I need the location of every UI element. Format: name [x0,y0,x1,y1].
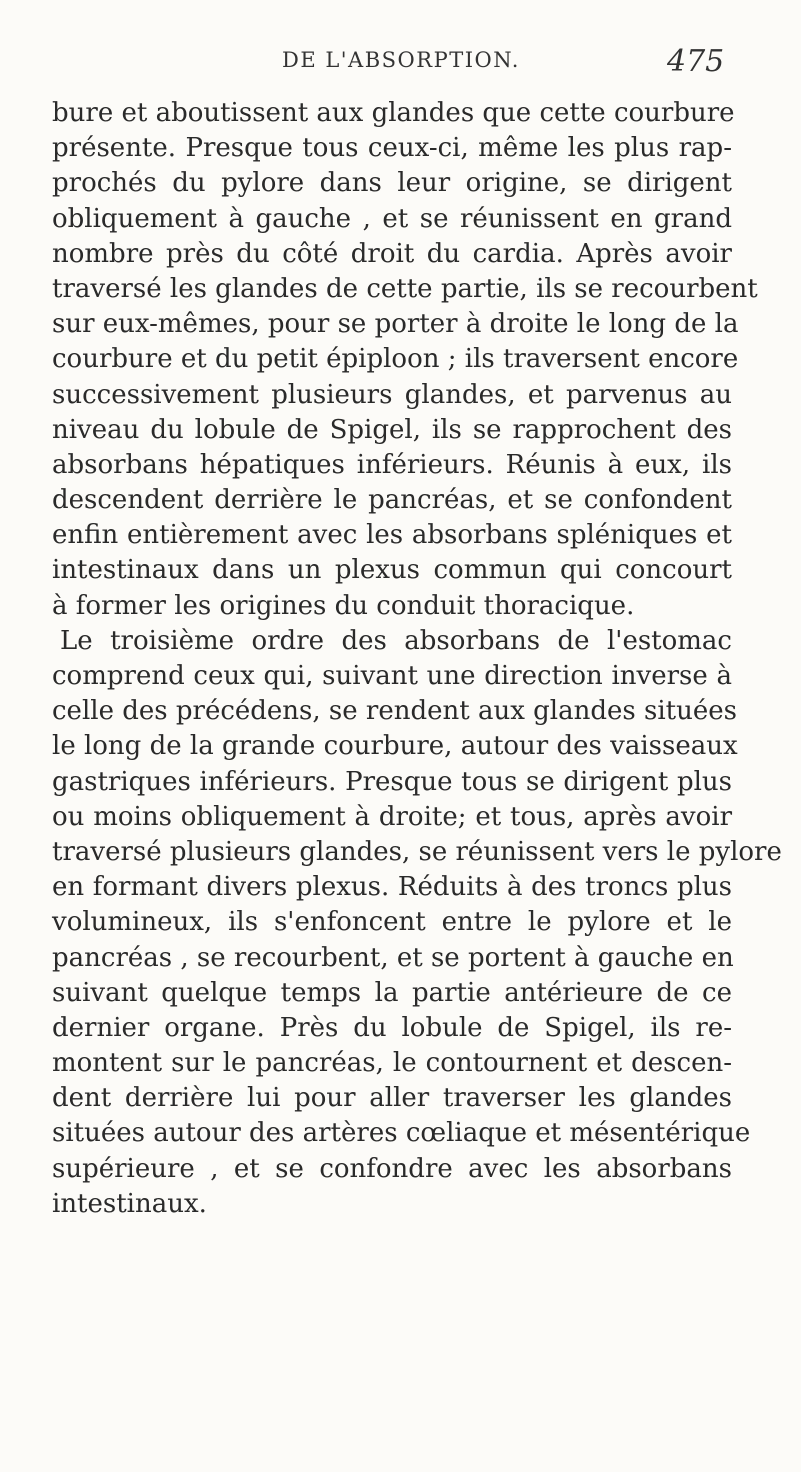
text-line: courbure et du petit épiploon ; ils traversent encore [52,344,739,375]
text-line: obliquement à gauche , et se réunissent en grand [52,203,732,234]
text-line: traversé les glandes de cette partie, ils se recourbent [52,273,758,304]
text-line: le long de la grande courbure, autour des vaisseaux [52,731,738,762]
paragraph-start-line: Le troisième ordre des absorbans de l'estomac [60,625,732,656]
text-line: à former les origines du conduit thoracique. [52,590,635,621]
text-line: absorbans hépatiques inférieurs. Réunis à eux, ils [52,449,732,480]
text-line: présente. Presque tous ceux-ci, même les plus rap- [52,133,732,164]
text-line: pancréas , se recourbent, et se portent à gauche en [52,942,734,973]
text-line: intestinaux. [52,1188,207,1219]
text-line: sur eux-mêmes, pour se porter à droite le long de la [52,309,739,340]
text-line: volumineux, ils s'enfoncent entre le pylore et le [52,907,732,938]
text-line: montent sur le pancréas, le contournent et descen- [52,1048,732,1079]
text-line: gastriques inférieurs. Presque tous se dirigent plus [52,766,732,797]
text-line: prochés du pylore dans leur origine, se dirigent [52,168,732,199]
text-line: descendent derrière le pancréas, et se confondent [52,485,732,516]
text-line: comprend ceux qui, suivant une direction inverse à [52,661,732,691]
text-line: intestinaux dans un plexus commun qui concourt [52,555,732,586]
running-title: DE L'ABSORPTION. [282,48,520,72]
text-line: celle des précédens, se rendent aux glandes situées [52,696,737,727]
text-line: dent derrière lui pour aller traverser les glandes [52,1083,732,1114]
page-number: 475 [667,44,725,79]
text-line: en formant divers plexus. Réduits à des troncs plus [52,872,732,903]
text-line: suivant quelque temps la partie antérieure de ce [52,977,732,1008]
text-line: traversé plusieurs glandes, se réunissent vers le pylore [52,836,782,867]
body-text [52,96,782,1222]
running-head [0,44,801,88]
text-line: ou moins obliquement à droite; et tous, après avoir [52,801,732,832]
text-line: situées autour des artères cœliaque et mésentérique [52,1118,751,1149]
text-line: supérieure , et se confondre avec les absorbans [52,1153,732,1184]
text-line: dernier organe. Près du lobule de Spigel, ils re- [52,1012,732,1043]
text-line: niveau du lobule de Spigel, ils se rapprochent des [52,414,732,445]
text-line: successivement plusieurs glandes, et parvenus au [52,379,732,410]
text-line: enfin entièrement avec les absorbans spléniques et [52,520,732,551]
text-line: nombre près du côté droit du cardia. Après avoir [52,238,732,269]
text-line: bure et aboutissent aux glandes que cette courbure [52,98,735,128]
